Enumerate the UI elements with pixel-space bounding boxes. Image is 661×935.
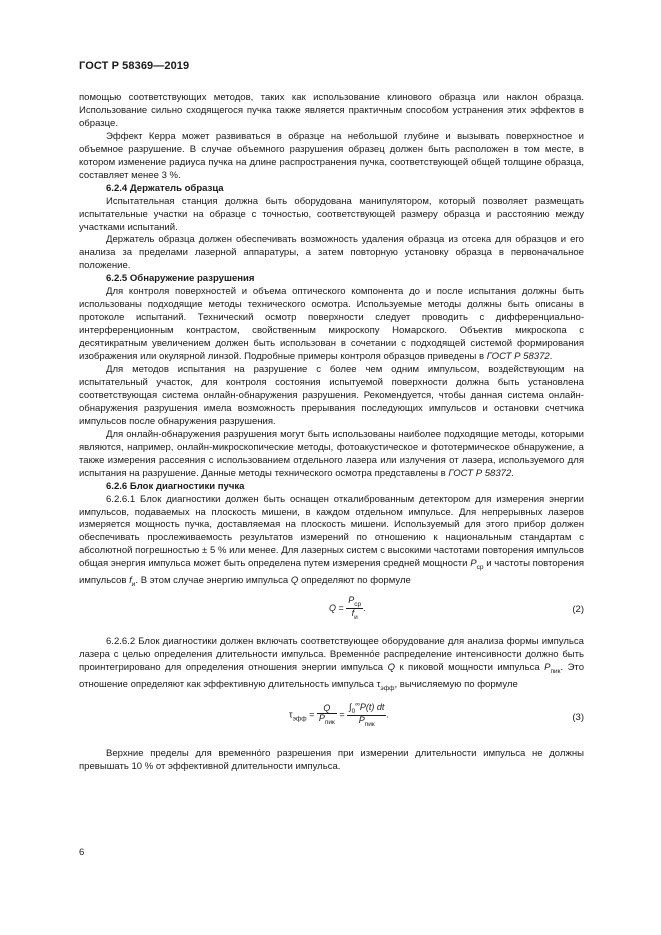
denominator: [317, 714, 337, 726]
denominator: [346, 609, 363, 621]
symbol-P: P: [470, 558, 477, 570]
symbol-P: P: [358, 714, 365, 725]
equation-2-number: (2): [572, 604, 584, 616]
section-heading-6-2-6: 6.2.6 Блок диагностики пучка: [106, 480, 245, 492]
equation-2-formula: Q = $\frac{P_{ср}}{f_и}$ .: [329, 595, 366, 622]
equation-3-formula: $\tau_{эфф}$ = $\frac{Q}{P_{пик}}$ = $\frac{\int_0^\infty P(t) dt}{P_{пик}}$ .: [289, 700, 389, 728]
subscript: и: [354, 614, 358, 622]
equation-2: [79, 592, 584, 630]
paragraph: Эффект Керра может развиваться в образце на небольшой глубине и вызывать поверхностное и объемное разрушение. В случае объемного разрушения образец должен быть расположен в том месте, в котором изменение радиуса пучка на длине распространения пучка, соответствующей общей толщине образца, составляет менее 3 %.: [79, 130, 584, 181]
paragraph-text: 6.2.6.2 Блок диагностики должен включать соответствующее оборудование для анализа формы импульса лазера с целью определения длительности импульса. Временно́е распределение интенсивности должно быть проинтегрировано для определения отношения энергии импульса: [79, 636, 584, 673]
symbol-P: P: [318, 712, 325, 723]
document-header: ГОСТ Р 58369—2019: [79, 60, 190, 72]
paragraph: Держатель образца должен обеспечивать возможность удаления образца из отсека для образцов и его анализа за пределами лазерной аппаратуры, а затем повторную установку образца в первоначальное положение.: [79, 234, 584, 272]
paragraph: помощью соответствующих методов, таких как использование клинового образца или наклон образца. Использование сильно сходящегося пучка также является практичным способом устранения этих эффектов в образце.: [79, 92, 584, 129]
paragraph: [79, 494, 584, 592]
paragraph: Для методов испытания на разрушение с более чем одним импульсом, воздействующим на испытательный участок, для контроля состояния испытуемой поверхности должна быть установлена соответствующая система онлайн-обнаружения разрушения. Рекомендуется, чтобы данная система онлайн-обнаружения разрушения имела возможность прерывания последующих импульсов и остановки счетчика импульсов после обнаружения разрушения.: [79, 364, 584, 427]
subscript: эфф: [292, 715, 307, 723]
paragraph-text: Для онлайн-обнаружения разрушения могут быть использованы наиболее подходящие методы, которыми являются, например, онлайн-микроскопические методы, фотоакустическое и фототермическое обнаружение, а также измерения рассеяния с использованием отдельного лазера или излучения от лазера, используемого для испытания на разрушение. Данные методы технического осмотра представлены в: [79, 428, 584, 479]
symbol-Q: Q: [387, 661, 395, 673]
integral-sign: ∫: [349, 701, 352, 712]
equation-3-number: (3): [572, 711, 584, 723]
standard-reference: ГОСТ Р 58372: [486, 351, 550, 363]
fraction: [317, 704, 337, 726]
symbol-tau: τ: [289, 709, 293, 720]
integrand: P(t) dt: [359, 701, 385, 712]
denominator: [347, 716, 386, 728]
document-body: [79, 92, 584, 774]
subscript: ср: [354, 600, 362, 608]
subscript: и: [131, 581, 136, 589]
fraction: [346, 596, 363, 622]
subscript: эфф: [380, 684, 395, 692]
paragraph-text: . В этом случае энергию импульса: [135, 575, 289, 587]
symbol-f: f: [129, 575, 132, 587]
paragraph: Для контроля поверхностей и объема оптического компонента до и после испытания должны быть использованы подходящие методы технического осмотра. Используемые методы должны быть описаны в протоколе испытаний. Технический осмотр поверхности следует проводить с дифференциально-интерференционным контрастом, свойственным микроскопу Номарского. Объектив микроскопа с десятикратным увеличением должен быть использован в сочетании с подходящей системой формирования изображения или окулярной линзой. Подробные примеры контроля образцов приведены в ГОСТ Р 58372.: [79, 286, 584, 363]
subscript: пик: [550, 667, 561, 675]
paragraph-text: , вычисляемую по формуле: [394, 678, 518, 690]
symbol-P: P: [544, 661, 551, 673]
paragraph: Верхние пределы для временно́го разрешения при измерении длительности импульса не должны превышать 10 % от эффективной длительности импульса.: [79, 747, 584, 772]
symbol-Q: Q: [329, 603, 337, 614]
symbol-Q: Q: [290, 575, 299, 587]
paragraph-text: 6.2.6.1 Блок диагностики должен быть оснащен откалиброванным детектором для измерения энергии импульсов, подаваемых на плоскость мишени, в каждом отдельном импульсе. Для непрерывных лазеров измеряется мощность пучка, доставляемая на плоскость мишени. Используемый для этого прибор должен обеспечивать прослеживаемость результатов измерений по отношению к национальным стандартам с абсолютной погрешностью ± 5 % или менее. Для лазерных систем с высокими частотами повторения импульсов общая энергия импульса может быть определена путем измерения средней мощности: [79, 493, 584, 570]
paragraph-text: определяют по формуле: [300, 575, 411, 587]
numerator: [347, 702, 386, 716]
symbol-f: f: [351, 608, 355, 619]
subscript: пик: [364, 720, 375, 728]
section-heading-6-2-4: 6.2.4 Держатель образца: [106, 182, 224, 194]
integral-upper-limit: ∞: [355, 700, 360, 708]
paragraph-text: к пиковой мощности импульса: [399, 661, 540, 673]
fraction: [347, 702, 386, 729]
numerator: [346, 596, 363, 609]
standard-reference: ГОСТ Р 58372: [448, 467, 512, 479]
paragraph: Для онлайн-обнаружения разрушения могут быть использованы наиболее подходящие методы, которыми являются, например, онлайн-микроскопические методы, фотоакустическое и фототермическое обнаружение, а также измерения рассеяния с использованием отдельного лазера или излучения от лазера, используемого для испытания на разрушение. Данные методы технического осмотра представлены в ГОСТ Р 58372.: [79, 428, 584, 479]
symbol-tau: τ: [376, 678, 381, 690]
paragraph: Испытательная станция должна быть оборудована манипулятором, который позволяет размещать испытательные участки на образце с точностью, соответствующей размеру образца и расстоянию между участками испытаний.: [79, 195, 584, 233]
equation-3: [79, 696, 584, 742]
symbol-P: P: [348, 595, 355, 606]
paragraph: [79, 636, 584, 696]
symbol-Q: Q: [323, 702, 331, 713]
paragraph-text: . Это отношение определяют как эффективную длительность импульса: [79, 661, 585, 690]
section-heading-6-2-5: 6.2.5 Обнаружение разрушения: [106, 273, 255, 285]
page-number: 6: [79, 847, 85, 858]
paragraph-text: и частоты повторения импульсов: [79, 558, 584, 587]
subscript: ср: [476, 564, 484, 572]
paragraph-text: Для контроля поверхностей и объема оптического компонента до и после испытания должны быть использованы подходящие методы технического осмотра. Используемые методы должны быть описаны в протоколе испытаний. Технический осмотр поверхности следует проводить с дифференциально-интерференционным контрастом, свойственным микроскопу Номарского. Объектив микроскопа с десятикратным увеличением должен быть использован в сочетании с подходящей системой формирования изображения или окулярной линзой. Подробные примеры контроля образцов приведены в: [79, 286, 584, 363]
integral-lower-limit: 0: [351, 707, 356, 715]
subscript: пик: [324, 718, 335, 726]
